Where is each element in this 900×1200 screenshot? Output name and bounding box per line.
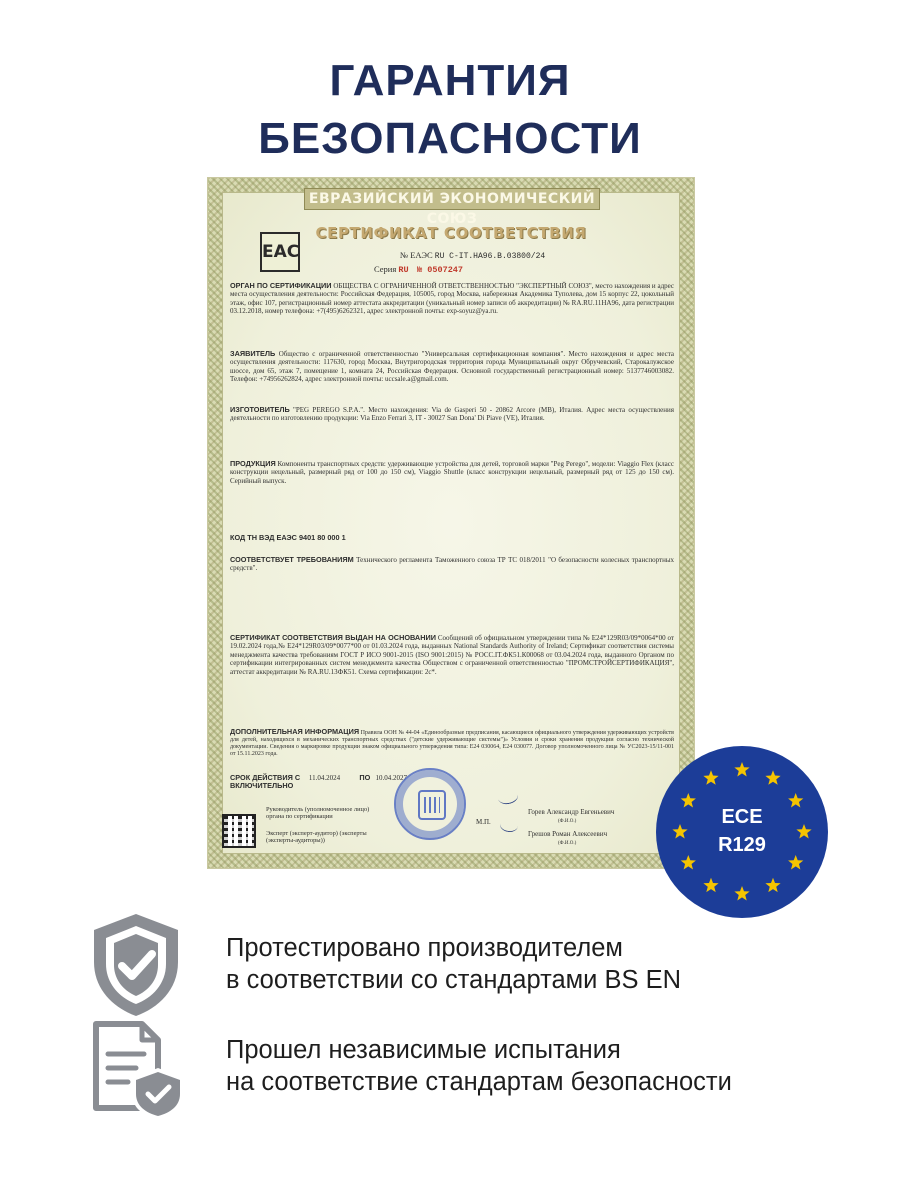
code-section <box>230 534 674 542</box>
applicant-text: Общество с ограниченной ответственностью "Универсальная сертификационная компания". Место нахождения и адрес места осуществления деятельности: 117630, город Москва, Внутригородская территория города Муниципальный округ Обручевский, Старокалужское шоссе, дом 65, этаж 7, помещение 1, комната 24, Российская Федерация. Основной государственный регистрационный номер: 5137746003082. Телефон: +74956262824, адрес электронной почты: uccsale.a@gmail.com. <box>230 350 675 384</box>
validity-from: 11.04.2024 <box>308 774 341 782</box>
manufacturer-label: ИЗГОТОВИТЕЛЬ <box>230 405 290 414</box>
title-line-1: ГАРАНТИЯ <box>329 56 571 105</box>
additional-section <box>230 728 674 758</box>
series-number: № 0507247 <box>417 265 464 275</box>
seal-emblem <box>418 790 446 820</box>
star-icon <box>765 770 780 784</box>
badge-line-2: R129 <box>718 834 766 856</box>
basis-text: Сообщений об официальном утверждении типа № E24*129R03/09*0064*00 от 19.02.2024 года,№ E24*129R03/09*0077*00 от 01.03.2024 года, выданных National Standards Authority of Ireland; Сертификат соответствия системы менеджмента качества требованиям ГОСТ Р ИСО 9001-2015 (ISO 9001:2015) № РОСС.IT.ФК51.К00068 от 03.04.2024 года, выданного Органом по сертификации интегрированных систем менеджмента качества Обществом с ограниченной ответственностью "ПРОМСТРОЙСЕРТИФИКАЦИЯ", аттестат аккредитации № RA.RU.13ФК51. Схема сертификации: 2с*. <box>230 634 674 676</box>
feature-2-line-2: на соответствие стандартам безопасности <box>226 1068 732 1096</box>
manufacturer-section <box>230 406 674 423</box>
manufacturer-text: "PEG PEREGO S.P.A.". Место нахождения: Via de Gasperi 50 - 20862 Arcore (MB), Италия. Адрес места осуществления деятельности по изготовлению продукции: Via Enzo Ferrari 3, IT - 30027 San Dona' Di Piave (VE), Италия. <box>230 406 674 423</box>
applicant-section <box>230 350 674 384</box>
expert-fio-label: (Ф.И.О.) <box>558 841 577 846</box>
validity-to: 10.04.2027 <box>375 774 408 782</box>
certificate-image <box>208 178 694 868</box>
eac-logo: EAC <box>260 232 300 272</box>
page-title <box>0 52 900 168</box>
conforms-label: СООТВЕТСТВУЕТ ТРЕБОВАНИЯМ <box>230 555 354 564</box>
issuer-label: ОРГАН ПО СЕРТИФИКАЦИИ <box>230 281 332 290</box>
applicant-label: ЗАЯВИТЕЛЬ <box>230 349 276 358</box>
certificate-number <box>400 250 545 261</box>
stamp-label: М.П. <box>476 818 491 826</box>
certification-seal <box>394 768 466 840</box>
eu-stars-ring <box>656 746 828 918</box>
star-icon <box>703 878 718 892</box>
star-icon <box>703 770 718 784</box>
star-icon <box>681 855 696 869</box>
certificate-title: СЕРТИФИКАТ СООТВЕТСТВИЯ <box>315 224 587 242</box>
ece-r129-badge <box>656 746 828 918</box>
expert-name: Грешов Роман Алексеевич <box>528 830 608 838</box>
feature-2-line-1: Прошел независимые испытания <box>226 1036 621 1064</box>
issuer-text: ОБЩЕСТВА С ОГРАНИЧЕННОЙ ОТВЕТСТВЕННОСТЬЮ "ЭКСПЕРТНЫЙ СОЮЗ", место нахождения и адрес места осуществления деятельности: Российская Федерация, 105005, город Москва, набережная Академика Туполева, дом 15 корпус 22, цокольный этаж, офис 107, регистрационный номер аттестата аккредитации (уникальный номер записи об аккредитации) № RA.RU.11НА96, дата регистрации 03.12.2018, номер телефона: +7(495)6262321, адрес электронной почты: exp-soyuz@ya.ru. <box>230 282 675 316</box>
feature-1-line-2: в соответствии со стандартами BS EN <box>226 966 682 994</box>
feature-2 <box>226 1034 826 1098</box>
head-role: Руководитель (уполномоченное лицо) органа по сертификации <box>266 806 370 821</box>
certificate-series <box>374 264 463 275</box>
document-shield-icon <box>88 1016 188 1120</box>
certificate-number-value: RU C-IT.НА96.В.03800/24 <box>434 252 546 261</box>
basis-section <box>230 634 674 676</box>
head-fio-label: (Ф.И.О.) <box>558 819 577 824</box>
series-label: Серия <box>374 264 397 274</box>
title-line-2: БЕЗОПАСНОСТИ <box>258 114 642 163</box>
star-icon <box>734 886 749 900</box>
shield-check-icon <box>86 910 186 1020</box>
product-text: Компоненты транспортных средств: удерживающие устройства для детей, торговой марки "Peg Perego", модели: Viaggio Flex (класс конструкции нецельный, размерный ряд от 100 до 150 см), Viaggio Shuttle (класс конструкции нецельный, размерный ряд от 125 до 150 см). Серийный выпуск. <box>230 460 674 485</box>
inclusive-label: ВКЛЮЧИТЕЛЬНО <box>230 781 294 791</box>
certificate-union-header: ЕВРАЗИЙСКИЙ ЭКОНОМИЧЕСКИЙ СОЮЗ <box>304 188 600 210</box>
certificate-number-prefix: № ЕАЭС <box>400 250 433 260</box>
qr-code <box>222 814 256 848</box>
code-text: КОД ТН ВЭД ЕАЭС 9401 80 000 1 <box>230 533 346 542</box>
conforms-text: Технического регламента Таможенного союза ТР ТС 018/2011 "О безопасности колесных транспортных средств". <box>230 556 675 573</box>
star-icon <box>788 855 803 869</box>
basis-label: СЕРТИФИКАТ СООТВЕТСТВИЯ ВЫДАН НА ОСНОВАНИИ <box>230 633 436 642</box>
feature-1 <box>226 932 826 996</box>
head-name: Горев Александр Евгеньевич <box>528 808 615 816</box>
badge-line-1: ECE <box>721 806 763 828</box>
feature-1-line-1: Протестировано производителем <box>226 934 623 962</box>
star-icon <box>765 878 780 892</box>
conforms-section <box>230 556 674 573</box>
product-section <box>230 460 674 485</box>
validity-to-label: ПО <box>359 773 371 782</box>
series-code: RU <box>398 265 409 275</box>
star-icon <box>734 762 749 776</box>
additional-label: ДОПОЛНИТЕЛЬНАЯ ИНФОРМАЦИЯ <box>230 727 360 736</box>
additional-text: Правила ООН № 44-04 «Единообразные предписания, касающиеся официального утверждения удерживающих устройств для детей, находящихся в механических транспортных средствах ("детские удерживающие системы")» Условия и сроки хранения продукции согласно технической документации. Сведения о маркировке продукции знаком официального утверждения типа: E24 030064, E24 030077. Договор уполномоченного лица № УС2023-15/11-001 от 15.11.2023 года. <box>230 730 674 757</box>
validity-label: СРОК ДЕЙСТВИЯ С <box>230 773 301 782</box>
product-label: ПРОДУКЦИЯ <box>230 459 276 468</box>
issuer-section <box>230 282 674 316</box>
expert-role: Эксперт (эксперт-аудитор) (эксперты (эксперты-аудиторы)) <box>266 830 367 845</box>
